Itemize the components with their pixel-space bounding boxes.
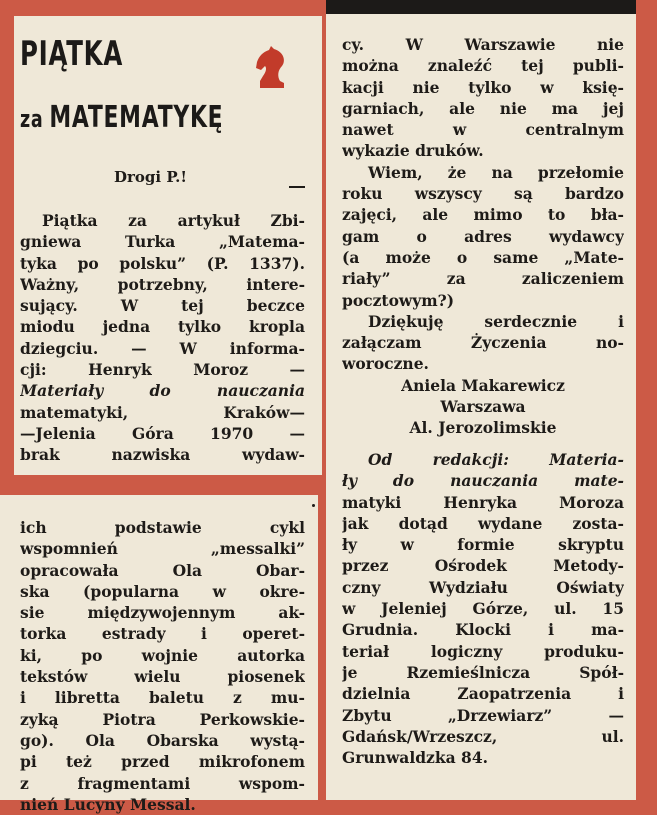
text-line: roku wszyscy są bardzo <box>342 184 624 204</box>
text-line: cji: Henryk Moroz — <box>20 360 305 380</box>
text-line: nień Lucyny Messal. <box>20 794 196 814</box>
text-line: Piątka za artykuł Zbi- <box>42 211 305 230</box>
text-line: cy. W Warszawie nie <box>342 35 624 54</box>
greeting: Drogi P.! <box>114 168 187 186</box>
text-line: wykazie druków. <box>342 141 484 161</box>
text-line: można znaleźć tej publi- <box>342 56 624 76</box>
chess-knight-icon <box>254 46 290 90</box>
text-line: torka estrady i operet- <box>20 624 305 644</box>
text-line: w Jeleniej Górze, ul. 15 <box>342 599 624 619</box>
text-line: tekstów wielu piosenek <box>20 667 305 687</box>
text-line: dziegciu. — W informa- <box>20 338 305 358</box>
text-line: Ważny, potrzebny, intere- <box>20 274 305 294</box>
text-line: i libretta baletu z mu- <box>20 688 305 708</box>
headline-za: za <box>20 105 44 133</box>
text-line: przez Ośrodek Metody- <box>342 556 624 576</box>
text-line: (a może o same „Mate- <box>342 247 624 267</box>
headline-line-2 <box>20 100 223 135</box>
editorial-note <box>342 449 624 768</box>
text-line: z fragmentami wspom- <box>20 773 305 793</box>
text-line: teriał logiczny produku- <box>342 641 624 661</box>
text-line: ki, po wojnie autorka <box>20 645 305 665</box>
text-line: wspomnień „messalki” <box>20 539 305 559</box>
text-line: riały” za zaliczeniem <box>342 269 624 289</box>
text-line: czny Wydziału Oświaty <box>342 577 624 597</box>
text-line: dzielnia Zaopatrzenia i <box>342 684 624 704</box>
text-line: sie międzywojennym ak- <box>20 603 305 623</box>
headline-word: MATEMATYKĘ <box>49 100 224 135</box>
text-line: ły w formie skryptu <box>342 535 624 555</box>
text-line: gam o adres wydawcy <box>342 226 624 246</box>
text-line: Materiały do nauczania <box>20 381 305 401</box>
text-line: Od redakcji: Materia- <box>368 450 624 469</box>
text-line: Dziękuję serdecznie i <box>368 311 624 331</box>
column-right <box>342 34 624 439</box>
text-line: zyką Piotra Perkowskie- <box>20 709 305 729</box>
text-line: ich podstawie cykl <box>20 518 305 537</box>
text-line: opracowała Ola Obar- <box>20 560 305 580</box>
text-line: ły do nauczania mate- <box>342 471 624 491</box>
text-line: pi też przed mikrofonem <box>20 752 305 772</box>
text-line: matyki Henryka Moroza <box>342 492 624 512</box>
column-bottom-left <box>20 517 305 815</box>
text-line: je Rzemieślnicza Spół- <box>342 662 624 682</box>
dash-mark <box>289 186 305 188</box>
text-line: miodu jedna tylko kropla <box>20 317 305 337</box>
text-line: załączam Życzenia no- <box>342 333 624 353</box>
text-line: Grunwaldzka 84. <box>342 748 489 768</box>
signature-name: Aniela Makarewicz <box>401 375 565 395</box>
text-line: pocztowym?) <box>342 290 455 310</box>
text-line: zajęci, ale mimo to bła- <box>342 205 624 225</box>
column-left <box>20 210 305 466</box>
text-line: Wiem, że na przełomie <box>368 162 624 182</box>
text-line: garniach, ale nie ma jej <box>342 98 624 118</box>
text-line: nawet w centralnym <box>342 120 624 140</box>
text-line: tyka po polsku” (P. 1337). <box>20 253 305 273</box>
top-black-bar <box>326 0 636 14</box>
text-line: Grudnia. Klocki i ma- <box>342 620 624 640</box>
text-line: ska (popularna w okre- <box>20 581 305 601</box>
text-line: go). Ola Obarska wystą- <box>20 730 305 750</box>
headline-line-1: PIĄTKA <box>20 34 124 74</box>
text-line: kacji nie tylko w księ- <box>342 77 624 97</box>
signature-address: Al. Jerozolimskie <box>409 418 557 438</box>
text-line: gniewa Turka „Matema- <box>20 232 305 252</box>
text-line: matematyki, Kraków— <box>20 402 305 422</box>
ink-dot <box>312 504 315 507</box>
text-line: Gdańsk/Wrzeszcz, ul. <box>342 726 624 746</box>
text-line: jak dotąd wydane zosta- <box>342 513 624 533</box>
text-line: —Jelenia Góra 1970 — <box>20 423 305 443</box>
text-line: brak nazwiska wydaw- <box>20 445 305 465</box>
signature-city: Warszawa <box>440 397 526 417</box>
text-line: sujący. W tej beczce <box>20 296 305 316</box>
text-line: Zbytu „Drzewiarz” — <box>342 705 624 725</box>
text-line: woroczne. <box>342 354 429 374</box>
